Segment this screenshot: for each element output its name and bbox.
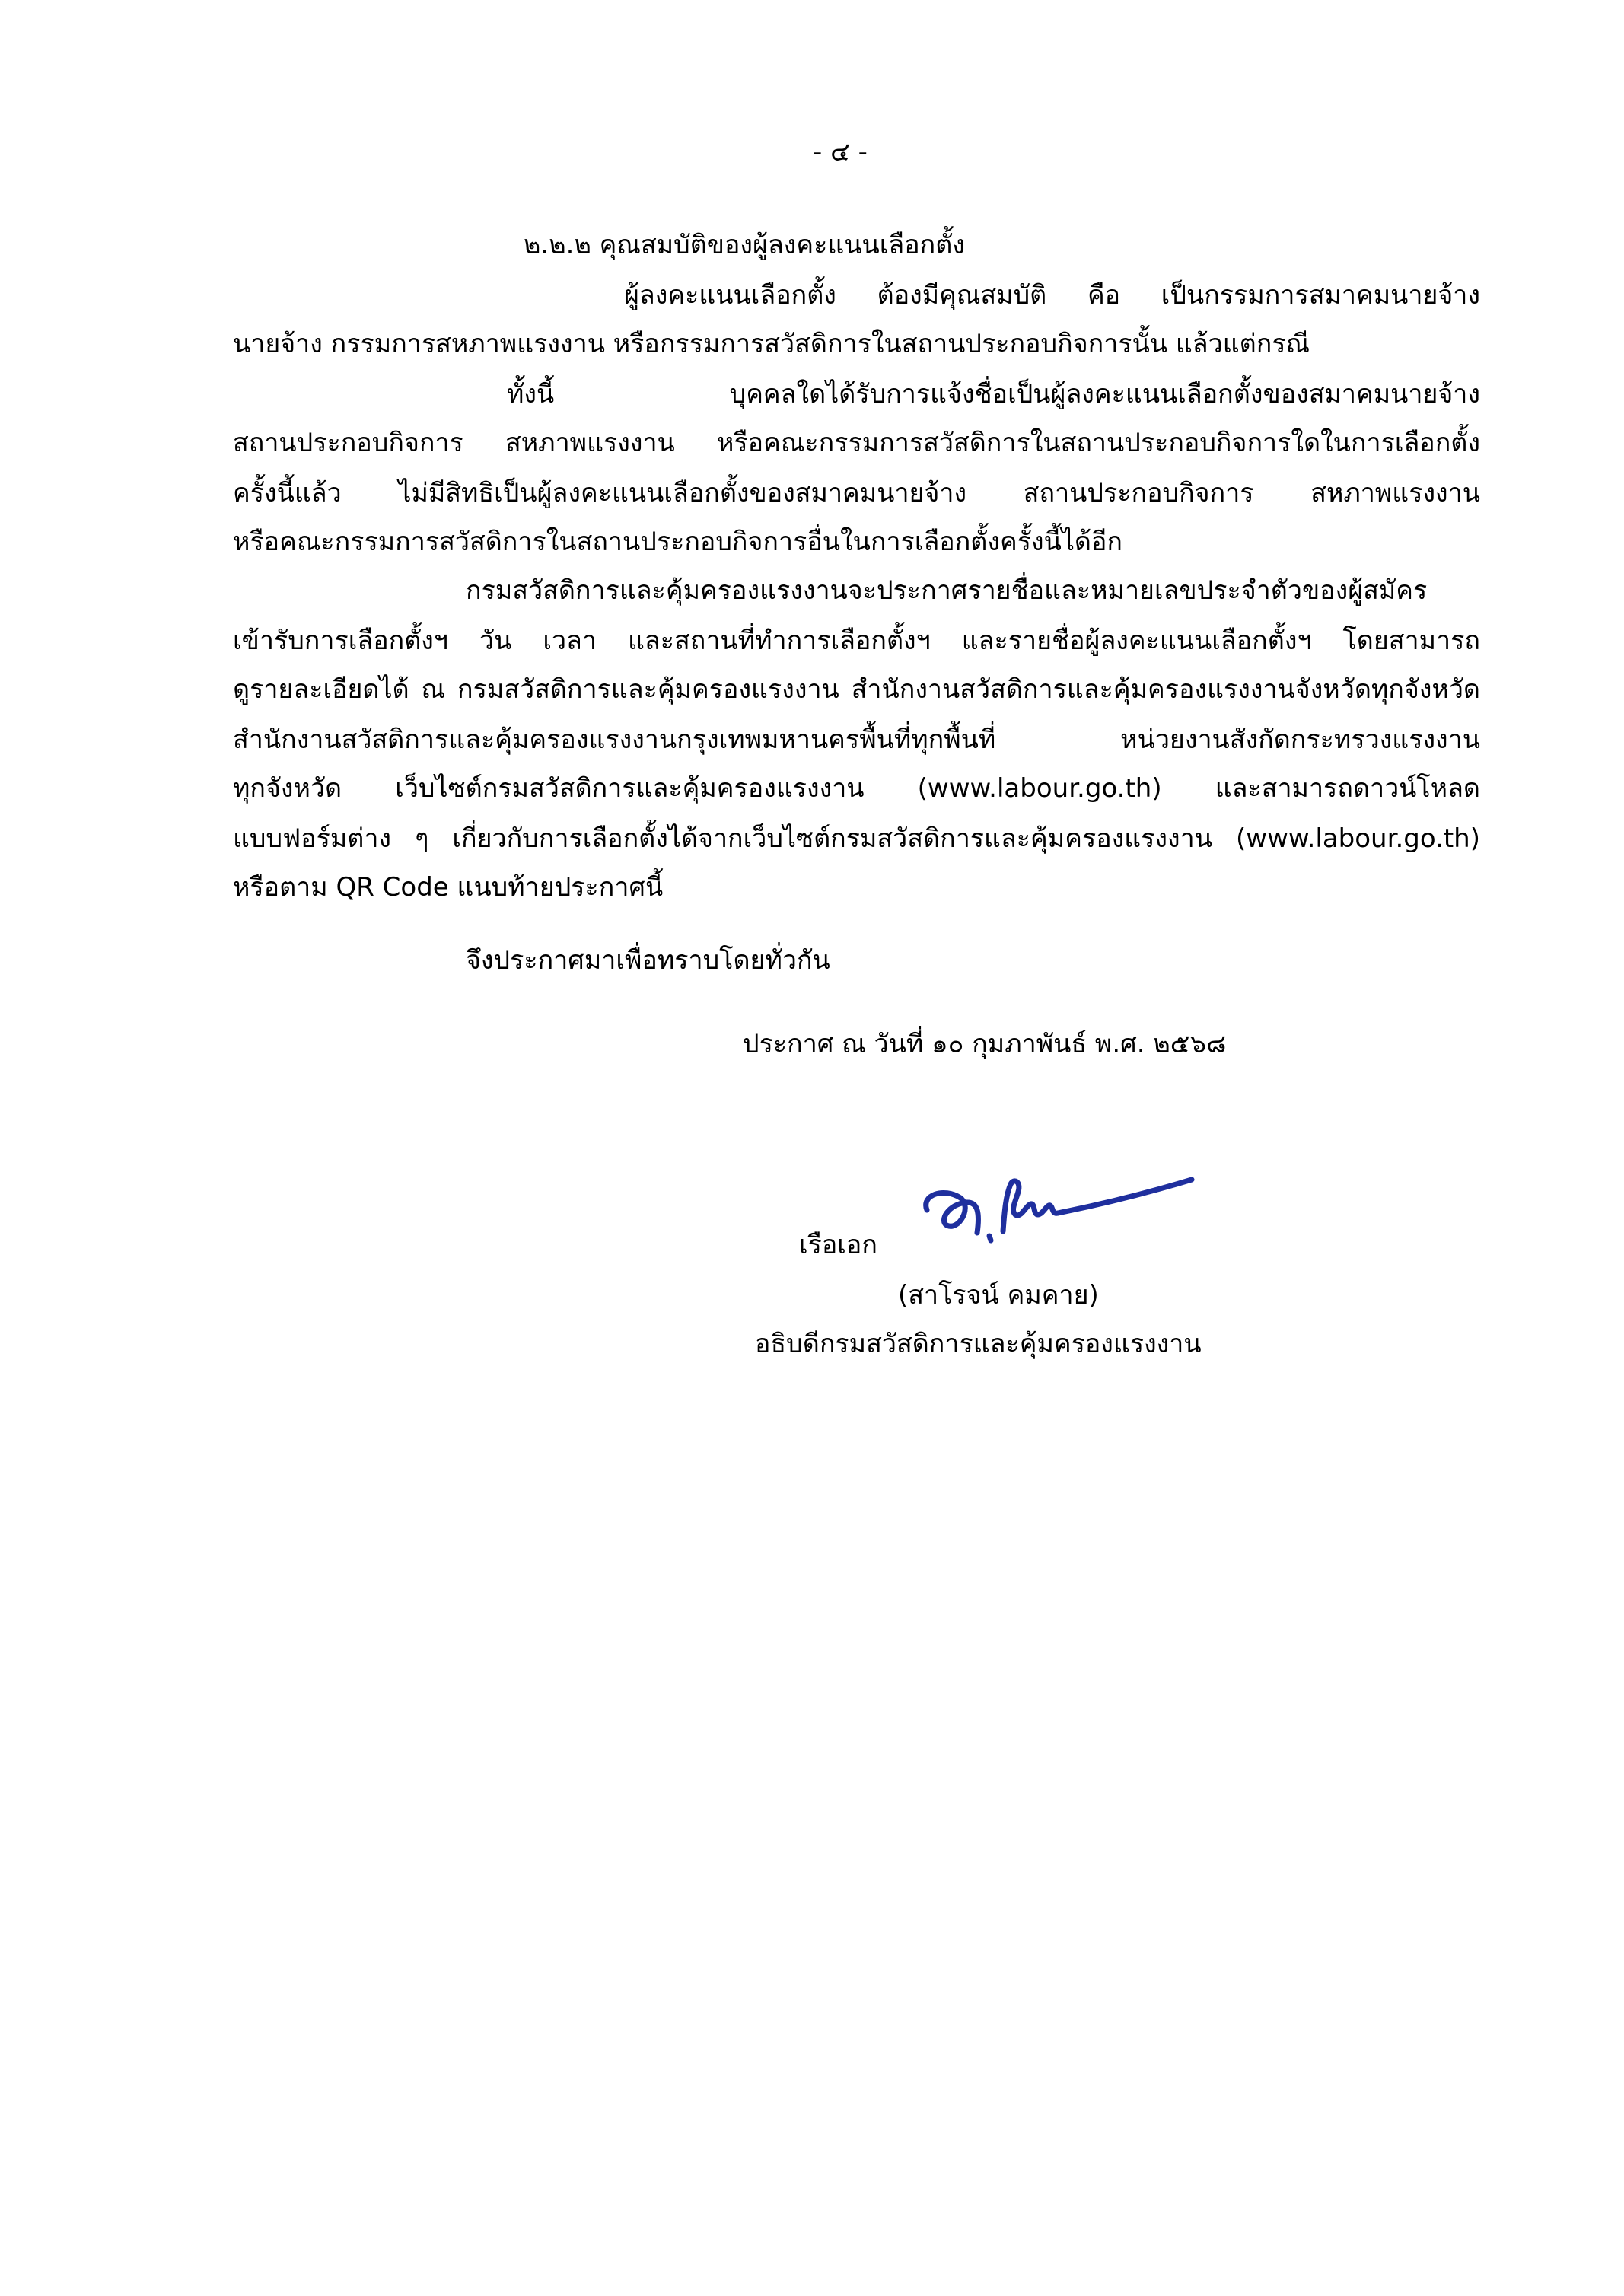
signatory-position: อธิบดีกรมสวัสดิการและคุ้มครองแรงงาน xyxy=(755,1329,1202,1359)
paragraph-3-line-6: แบบฟอร์มต่าง ๆ เกี่ยวกับการเลือกตั้งได้จากเว็บไซต์กรมสวัสดิการและคุ้มครองแรงงาน (www.labour.go.th) xyxy=(233,823,1480,854)
paragraph-3-line-4: สำนักงานสวัสดิการและคุ้มครองแรงงานกรุงเทพมหานครพื้นที่ทุกพื้นที่ หน่วยงานสังกัดกระทรวงแรงงาน xyxy=(233,724,1480,755)
paragraph-3-line-2: เข้ารับการเลือกตั้งฯ วัน เวลา และสถานที่ทำการเลือกตั้งฯ และรายชื่อผู้ลงคะแนนเลือกตั้งฯ โดยสามารถ xyxy=(233,626,1480,656)
paragraph-3-line-7: หรือตาม QR Code แนบท้ายประกาศนี้ xyxy=(233,872,664,903)
paragraph-1-line-2: นายจ้าง กรรมการสหภาพแรงงาน หรือกรรมการสวัสดิการในสถานประกอบกิจการนั้น แล้วแต่กรณี xyxy=(233,329,1310,359)
paragraph-3-line-5: ทุกจังหวัด เว็บไซต์กรมสวัสดิการและคุ้มครองแรงงาน (www.labour.go.th) และสามารถดาวน์โหลด xyxy=(233,773,1480,804)
paragraph-2-line-4: หรือคณะกรรมการสวัสดิการในสถานประกอบกิจการอื่นในการเลือกตั้งครั้งนี้ได้อีก xyxy=(233,527,1122,557)
signatory-rank: เรือเอก xyxy=(799,1230,877,1260)
paragraph-3-line-3: ดูรายละเอียดได้ ณ กรมสวัสดิการและคุ้มครองแรงงาน สำนักงานสวัสดิการและคุ้มครองแรงงานจังหวัดทุกจังหวัด xyxy=(233,674,1480,705)
announcement-date: ประกาศ ณ วันที่ ๑๐ กุมภาพันธ์ พ.ศ. ๒๕๖๘ xyxy=(743,1029,1227,1059)
signatory-name: (สาโรจน์ คมคาย) xyxy=(898,1280,1099,1310)
paragraph-1-line-1: ผู้ลงคะแนนเลือกตั้ง ต้องมีคุณสมบัติ คือ เป็นกรรมการสมาคมนายจ้าง xyxy=(624,280,1480,310)
page-number: - ๔ - xyxy=(813,137,868,167)
paragraph-3-line-1: กรมสวัสดิการและคุ้มครองแรงงานจะประกาศรายชื่อและหมายเลขประจำตัวของผู้สมัคร xyxy=(466,575,1428,606)
paragraph-2-line-2: สถานประกอบกิจการ สหภาพแรงงาน หรือคณะกรรมการสวัสดิการในสถานประกอบกิจการใดในการเลือกตั้ง xyxy=(233,428,1480,458)
section-heading: ๒.๒.๒ คุณสมบัติของผู้ลงคะแนนเลือกตั้ง xyxy=(524,230,965,260)
closing-statement: จึงประกาศมาเพื่อทราบโดยทั่วกัน xyxy=(466,945,830,976)
paragraph-2-line-1: ทั้งนี้ บุคคลใดได้รับการแจ้งชื่อเป็นผู้ลงคะแนนเลือกตั้งของสมาคมนายจ้าง xyxy=(507,379,1480,409)
paragraph-2-line-3: ครั้งนี้แล้ว ไม่มีสิทธิเป็นผู้ลงคะแนนเลือกตั้งของสมาคมนายจ้าง สถานประกอบกิจการ สหภาพแรงงาน xyxy=(233,478,1480,508)
handwritten-signature xyxy=(913,1164,1202,1256)
